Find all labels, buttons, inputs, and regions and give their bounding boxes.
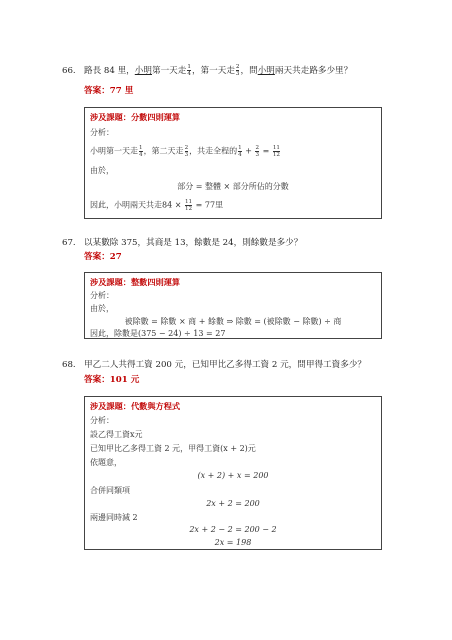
analysis-line: 依題意， <box>90 458 122 467</box>
topic-label: 涉及課題：分數四則運算 <box>90 112 181 122</box>
answer: 答案：77 里 <box>84 86 134 96</box>
question-number: 67. <box>62 238 76 248</box>
analysis-box-68 <box>84 396 382 550</box>
answer: 答案：27 <box>84 252 122 262</box>
analysis-line: 設乙得工資x元 <box>90 430 143 439</box>
analysis-line: 因此，除數是(375 − 24) ÷ 13 = 27 <box>90 329 226 338</box>
fraction: $\frac{2}{3}$ <box>235 64 240 77</box>
fraction: $\frac{1}{4}$ <box>187 64 191 77</box>
question-67: 67. 以某數除 375，其商是 13，餘數是 24，則餘數是多少？ <box>62 238 303 248</box>
analysis-line: 合併同類項 <box>90 486 130 495</box>
question-number: 66. <box>62 66 76 76</box>
analysis-label: 分析： <box>90 416 114 425</box>
equation: 2x + 2 − 2 = 200 − 2 <box>189 525 277 534</box>
formula: 部分 = 整體 × 部分所佔的分數 <box>177 182 289 191</box>
analysis-line: 已知甲比乙多得工資 2 元，甲得工資(x + 2)元 <box>90 444 256 453</box>
question-68: 68. 甲乙二人共得工資 200 元，已知甲比乙多得工資 2 元，問甲得工資多少？ <box>62 360 367 370</box>
formula: 被除數 = 除數 × 商 + 餘數 ⇒ 除數 = (被除數 − 除數) ÷ 商 <box>124 317 342 326</box>
analysis-line: 小明第一天走 $\frac{1}{4}$ ，第二天走 $\frac{2}{3}$ ，共走全程的 $\frac{1}{4}$ + $\frac{2}{3}$ = $\frac{11}{12}$ <box>90 145 280 158</box>
topic-label: 涉及課題：整數四則運算 <box>90 277 181 287</box>
topic-label: 涉及課題：代數與方程式 <box>90 401 181 411</box>
equation: (x + 2) + x = 200 <box>197 471 269 480</box>
equation: 2x + 2 = 200 <box>206 499 260 508</box>
equation: 2x = 198 <box>214 538 252 547</box>
question-number: 68. <box>62 360 76 370</box>
question-66: 66. 路長 84 里，小明第一天走 $\frac{1}{4}$ ，第一天走 $\frac{2}{3}$ ，問小明兩天共走路多少里？ <box>62 64 353 77</box>
analysis-box-67 <box>84 272 382 339</box>
analysis-label: 分析： <box>90 291 114 300</box>
analysis-line: 由於， <box>90 166 114 175</box>
analysis-line: 因此，小明兩天共走84 × $\frac{11}{12}$ = 77里 <box>90 199 224 212</box>
analysis-label: 分析： <box>90 128 114 137</box>
answer: 答案：101 元 <box>84 375 140 385</box>
analysis-line: 由於， <box>90 304 114 313</box>
analysis-box-66 <box>84 107 382 219</box>
analysis-line: 兩邊同時減 2 <box>90 513 138 522</box>
